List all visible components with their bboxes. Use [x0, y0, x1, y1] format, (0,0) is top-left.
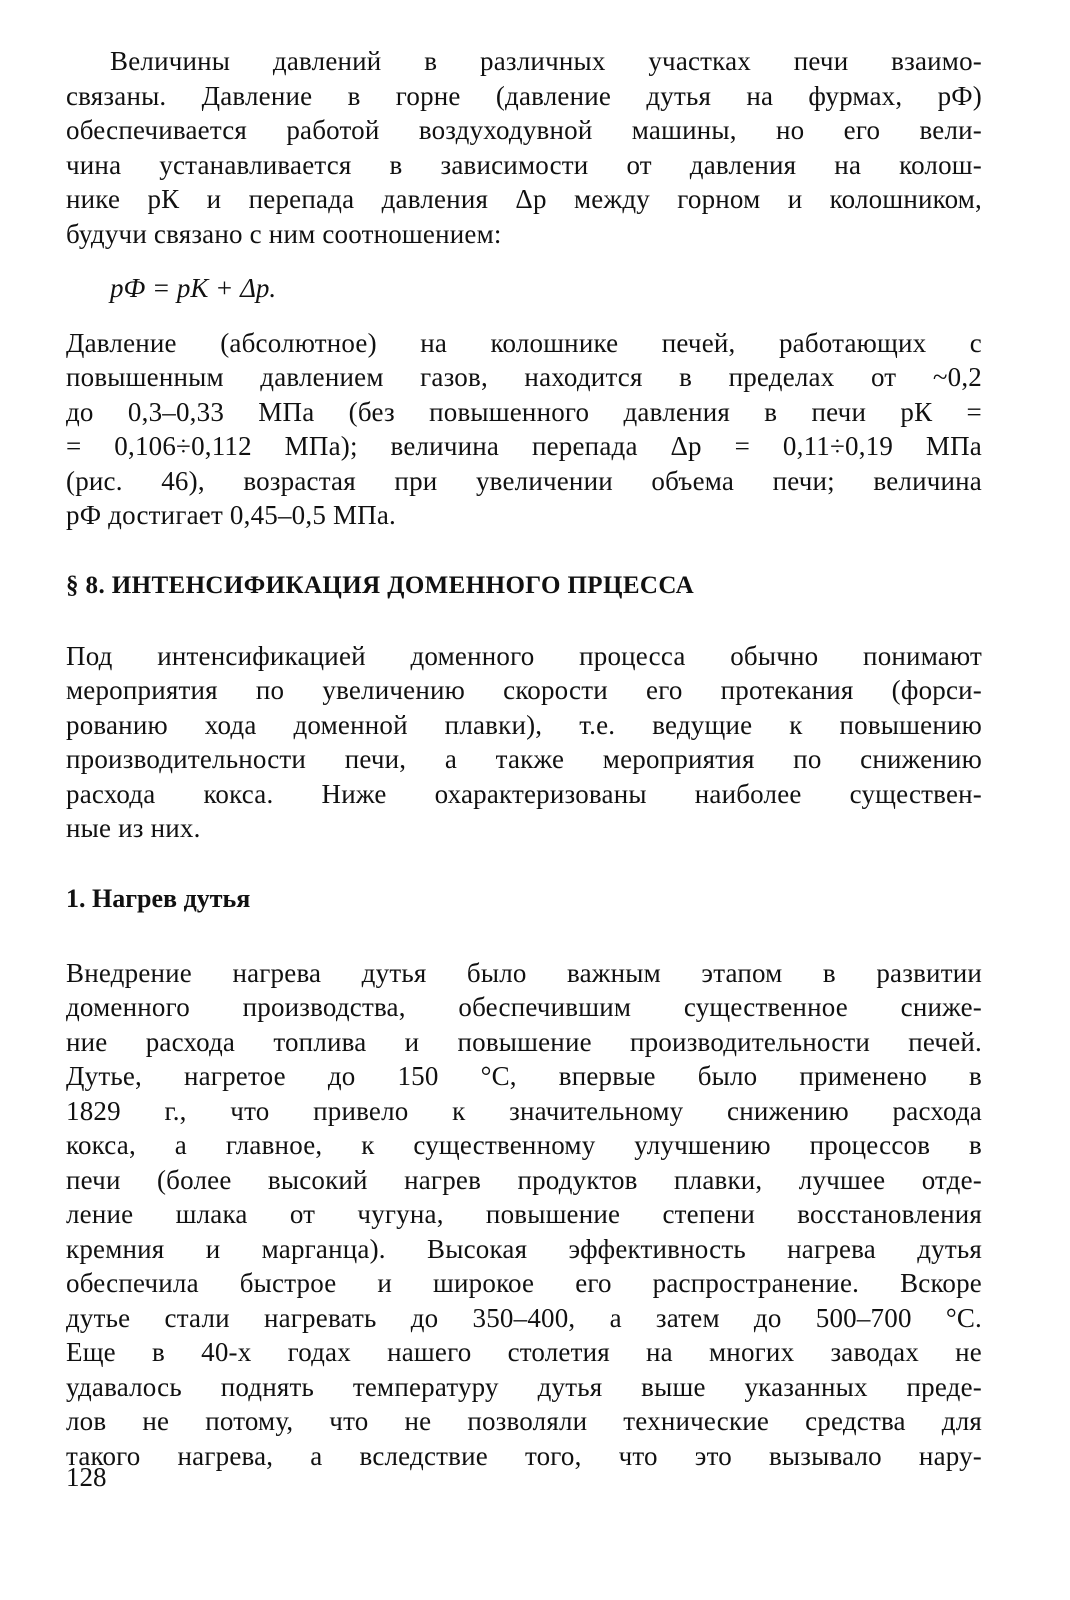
text-line: лов не потому, что не позволяли технические средства для [66, 1406, 982, 1436]
text-line: связаны. Давление в горне (давление дутья на фурмах, pФ) [66, 80, 982, 111]
text-line: будучи связано с ним соотношением: [66, 218, 502, 249]
paragraph-blast-heating [66, 956, 982, 1474]
text-line: печи (более высокий нагрев продуктов плавки, лучшее отде- [66, 1164, 982, 1195]
subsection-heading: 1. Нагрев дутья [66, 883, 251, 913]
text-line: ление шлака от чугуна, повышение степени восстановления [66, 1199, 982, 1229]
paragraph-pressure-relation [66, 44, 982, 251]
text-line: Дутье, нагретое до 150 °С, впервые было применено в [66, 1061, 982, 1091]
text-line: удавалось поднять температуру дутья выше указанных преде- [66, 1371, 982, 1402]
text-line: pФ достигает 0,45–0,5 МПа. [66, 500, 397, 530]
text-line: обеспечила быстрое и широкое его распространение. Вскоре [66, 1268, 982, 1298]
section-heading: § 8. ИНТЕНСИФИКАЦИЯ ДОМЕННОГО ПРЦЕССА [66, 571, 695, 599]
text-line: Давление (абсолютное) на колошнике печей, работающих с [66, 327, 982, 358]
text-line: Внедрение нагрева дутья было важным этапом в развитии [66, 957, 982, 988]
text-line: повышенным давлением газов, находится в пределах от ~0,2 [66, 362, 982, 392]
text-line: расхода кокса. Ниже охарактеризованы наиболее существен- [66, 778, 982, 809]
text-line: кремния и марганца). Высокая эффективность нагрева дутья [66, 1233, 982, 1264]
text-line: доменного производства, обеспечившим существенное сниже- [66, 992, 982, 1022]
text-line: дутье стали нагревать до 350–400, а затем до 500–700 °С. [66, 1302, 982, 1333]
text-line: нике pК и перепада давления Δp между горном и колошником, [66, 184, 982, 214]
text-line: такого нагрева, а вследствие того, что это вызывало нару- [66, 1440, 982, 1471]
text-line: ные из них. [66, 813, 201, 843]
text-line: мероприятия по увеличению скорости его протекания (форси- [66, 675, 982, 705]
paragraph-pressure-values [66, 326, 982, 533]
pressure-formula: pФ = pК + Δp. [110, 273, 277, 303]
text-line: = 0,106÷0,112 МПа); величина перепада Δp = 0,11÷0,19 МПа [66, 431, 982, 461]
page-number: 128 [66, 1462, 107, 1492]
text-line: Величины давлений в различных участках печи взаимо- [110, 46, 982, 76]
paragraph-intensification [66, 639, 982, 846]
text-line: 1829 г., что привело к значительному снижению расхода [66, 1095, 982, 1126]
text-line: кокса, а главное, к существенному улучшению процессов в [66, 1130, 982, 1160]
text-line: производительности печи, а также мероприятия по снижению [66, 744, 982, 774]
text-line: Еще в 40-х годах нашего столетия на многих заводах не [66, 1337, 982, 1367]
text-line: (рис. 46), возрастая при увеличении объема печи; величина [66, 465, 982, 496]
text-line: чина устанавливается в зависимости от давления на колош- [66, 149, 982, 180]
text-line: обеспечивается работой воздуходувной машины, но его вели- [66, 115, 982, 145]
text-line: Под интенсификацией доменного процесса обычно понимают [66, 640, 982, 671]
text-line: рованию хода доменной плавки), т.е. ведущие к повышению [66, 709, 982, 740]
page-body [66, 44, 982, 1473]
text-line: ние расхода топлива и повышение производительности печей. [66, 1026, 982, 1057]
text-line: до 0,3–0,33 МПа (без повышенного давления в печи pК = [66, 396, 982, 427]
